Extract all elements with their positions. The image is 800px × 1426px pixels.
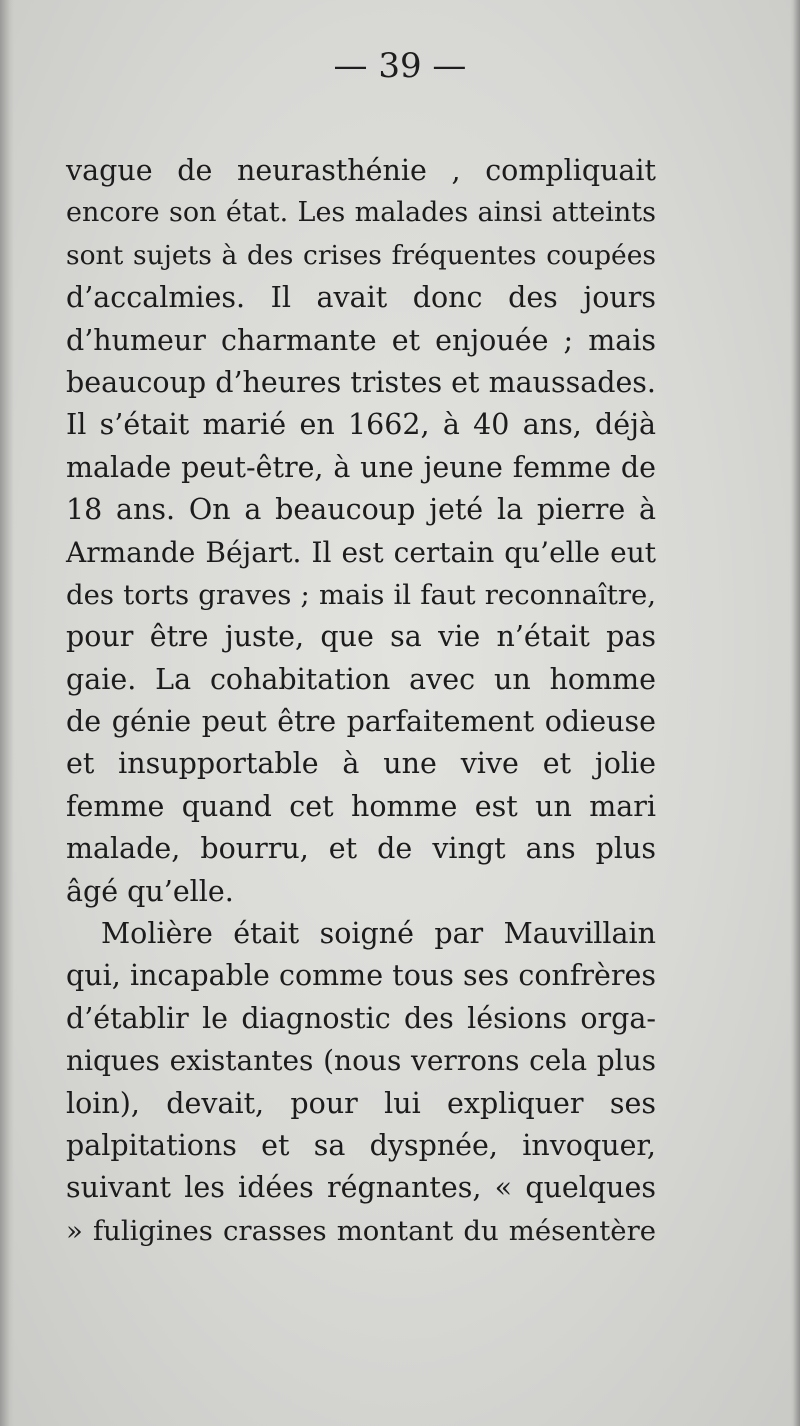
page-edge-left — [0, 0, 14, 1426]
text-line: malade, bourru, et de vingt ans plus — [66, 832, 656, 866]
text-line: pour être juste, que sa vie n’était pas — [66, 620, 656, 654]
text-line: d’humeur charmante et enjouée ; mais — [66, 323, 656, 357]
page-edge-right — [790, 0, 800, 1426]
text-line: malade peut-être, à une jeune femme de — [66, 450, 656, 484]
text-line: vague de neurasthénie , compliquait — [66, 154, 656, 187]
body-text — [66, 150, 656, 1252]
text-line: encore son état. Les malades ainsi atteints — [66, 197, 656, 229]
text-line: Molière était soigné par Mauvillain — [101, 917, 656, 951]
text-line: d’accalmies. Il avait donc des jours — [66, 281, 656, 315]
text-line: d’établir le diagnostic des lésions orga- — [66, 1001, 656, 1035]
text-line: beaucoup d’heures tristes et maussades. — [66, 365, 656, 399]
text-line: loin), devait, pour lui expliquer ses — [66, 1086, 656, 1120]
text-line: qui, incapable comme tous ses confrères — [66, 959, 656, 993]
text-line: niques existantes (nous verrons cela plus — [66, 1044, 656, 1078]
text-line: sont sujets à des crises fréquentes coupées — [66, 239, 656, 271]
text-line: » fuligines crasses montant du mésentère — [66, 1214, 656, 1247]
text-line: Armande Béjart. Il est certain qu’elle eut — [66, 535, 656, 569]
text-line: et insupportable à une vive et jolie — [66, 747, 656, 781]
text-line: Il s’était marié en 1662, à 40 ans, déjà — [66, 408, 656, 442]
text-line: 18 ans. On a beaucoup jeté la pierre à — [66, 493, 656, 527]
text-line: suivant les idées régnantes, « quelques — [66, 1171, 656, 1205]
text-line: palpitations et sa dyspnée, invoquer, — [66, 1128, 656, 1162]
text-line: âgé qu’elle. — [66, 874, 234, 908]
text-line: gaie. La cohabitation avec un homme — [66, 662, 656, 696]
text-line: des torts graves ; mais il faut reconnaître, — [66, 578, 656, 611]
page-number: — 39 — — [333, 46, 467, 86]
text-line: de génie peut être parfaitement odieuse — [66, 705, 656, 739]
text-line: femme quand cet homme est un mari — [66, 789, 656, 823]
